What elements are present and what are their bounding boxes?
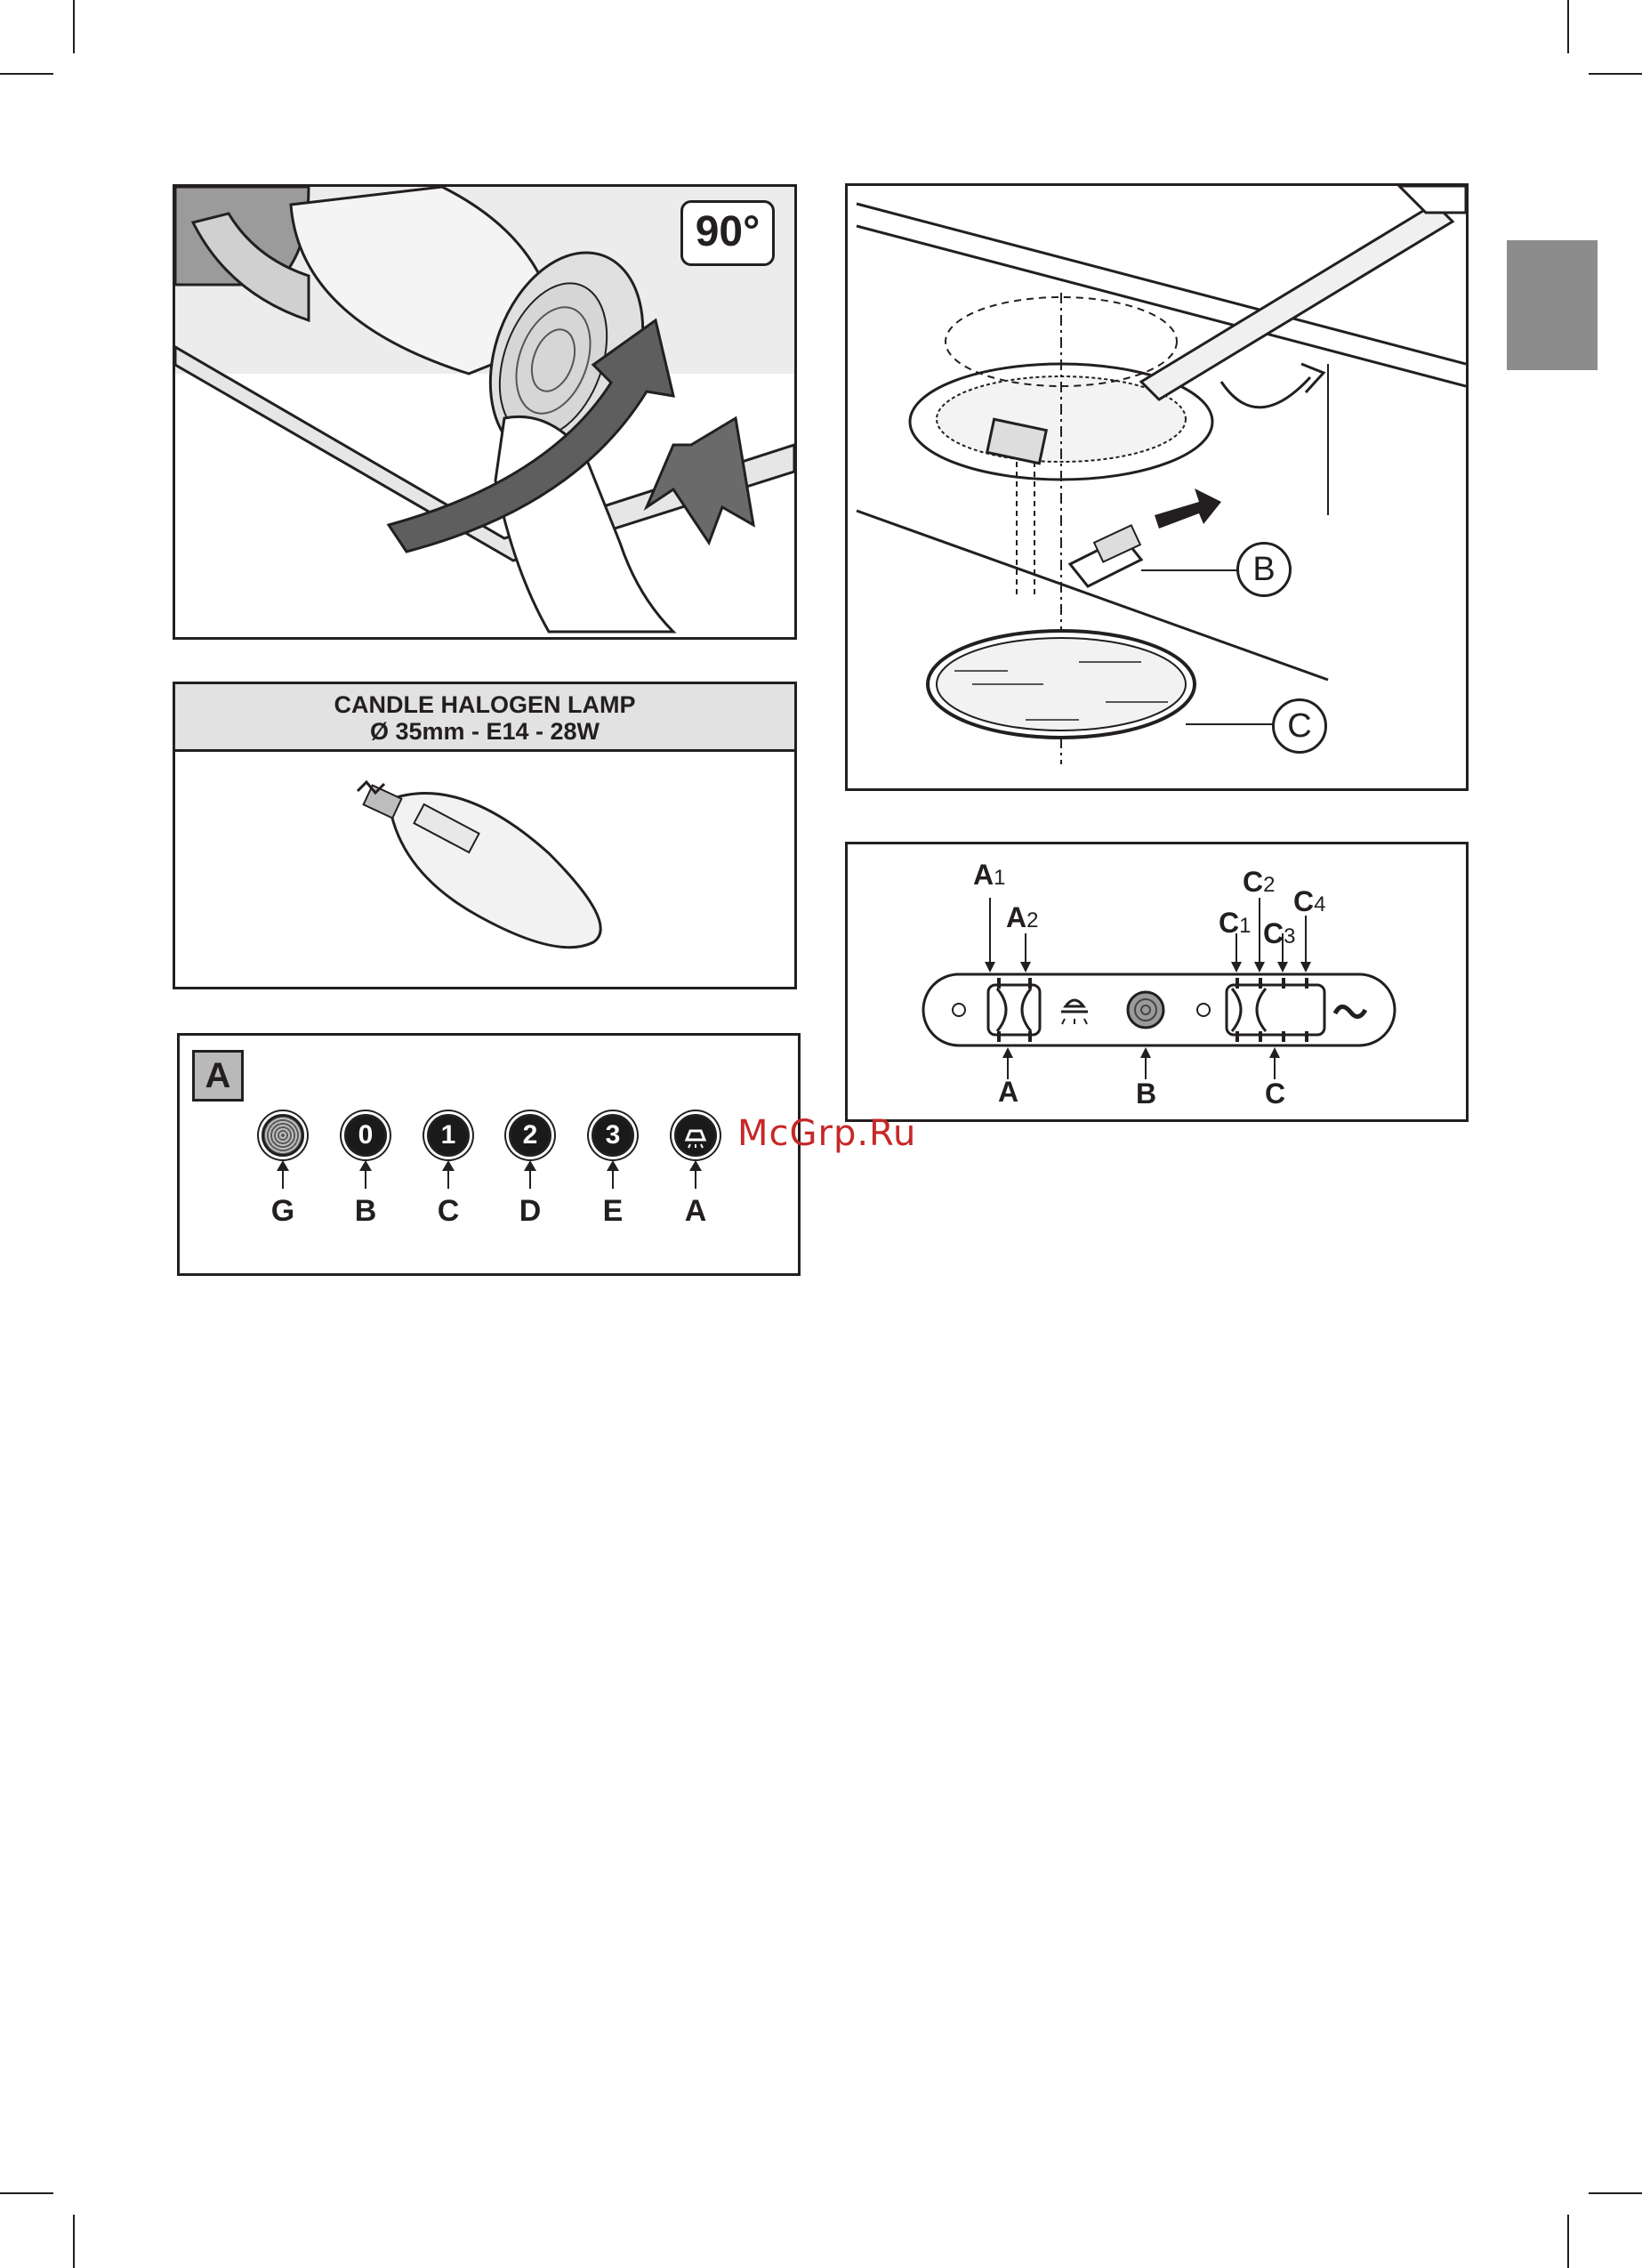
- label-c3: [1263, 917, 1295, 950]
- arrow-up-icon: [282, 1169, 284, 1189]
- hood-light-control: [642, 1114, 749, 1229]
- label-c2-main: C: [1243, 866, 1264, 898]
- control-label: C: [437, 1194, 460, 1228]
- arrow-up-icon: [529, 1169, 531, 1189]
- light-button-icon[interactable]: [262, 1114, 304, 1157]
- control-label: G: [270, 1194, 295, 1228]
- control-panel-figure: [177, 1033, 801, 1276]
- label-a1-main: A: [973, 859, 994, 891]
- label-a1-sub: 1: [994, 866, 1006, 890]
- arrow-up-icon: [447, 1169, 449, 1189]
- speed-1-button-icon[interactable]: 1: [427, 1114, 470, 1157]
- arrow-up-icon: [695, 1169, 696, 1189]
- label-a2: [1006, 901, 1038, 934]
- arrow-up-icon: [612, 1169, 614, 1189]
- crop-mark: [0, 73, 53, 75]
- label-c1-sub: 1: [1239, 914, 1252, 938]
- label-c3-main: C: [1263, 917, 1284, 949]
- slider-panel-figure: [845, 842, 1469, 1122]
- label-c2: [1243, 866, 1275, 899]
- candle-halogen-lamp-icon: [175, 755, 794, 989]
- crop-mark: [1567, 2215, 1569, 2268]
- lamp-size-text: Ø 35mm - E14 - 28W: [369, 718, 600, 745]
- speed-3-button-icon[interactable]: 3: [592, 1114, 634, 1157]
- control-label: D: [519, 1194, 542, 1228]
- rotation-angle-badge: 90°: [680, 200, 775, 266]
- crop-mark: [73, 2215, 75, 2268]
- panel-id-box: A: [192, 1050, 244, 1102]
- label-b: B: [1136, 1078, 1157, 1110]
- lamp-spec-panel: [173, 682, 797, 989]
- lamp-rotation-figure: [173, 184, 797, 640]
- label-a: A: [998, 1076, 1019, 1108]
- label-a2-main: A: [1006, 901, 1027, 933]
- callout-b: B: [1236, 542, 1292, 597]
- label-c4: [1293, 885, 1325, 918]
- hood-light-button-icon[interactable]: [674, 1114, 717, 1157]
- lens-replacement-figure: [845, 183, 1469, 791]
- label-c1: [1219, 907, 1251, 940]
- off-button-icon[interactable]: 0: [344, 1114, 387, 1157]
- label-c1-main: C: [1219, 907, 1240, 939]
- callout-c: C: [1272, 698, 1327, 754]
- crop-mark: [73, 0, 75, 53]
- label-c2-sub: 2: [1263, 873, 1276, 897]
- lamp-type-text: CANDLE HALOGEN LAMP: [334, 691, 636, 718]
- control-label: B: [354, 1194, 377, 1228]
- control-label: A: [684, 1194, 707, 1228]
- label-c3-sub: 3: [1284, 924, 1296, 948]
- crop-mark: [1589, 73, 1642, 75]
- label-c: C: [1265, 1078, 1286, 1110]
- label-a2-sub: 2: [1026, 908, 1039, 932]
- label-c4-sub: 4: [1314, 892, 1326, 916]
- lamp-spec-header: [175, 684, 794, 752]
- lens-replacement-illustration: [848, 186, 1466, 788]
- section-tab: [1507, 240, 1598, 370]
- label-a1: [973, 859, 1005, 892]
- arrow-up-icon: [365, 1169, 366, 1189]
- hood-icon: [677, 1117, 714, 1154]
- speed-2-button-icon[interactable]: 2: [509, 1114, 551, 1157]
- slider-panel-illustration: [848, 844, 1466, 1119]
- crop-mark: [1567, 0, 1569, 53]
- crop-mark: [0, 2192, 53, 2194]
- control-label: E: [602, 1194, 624, 1228]
- watermark-text: McGrp.Ru: [737, 1113, 917, 1154]
- label-c4-main: C: [1293, 885, 1315, 917]
- crop-mark: [1589, 2192, 1642, 2194]
